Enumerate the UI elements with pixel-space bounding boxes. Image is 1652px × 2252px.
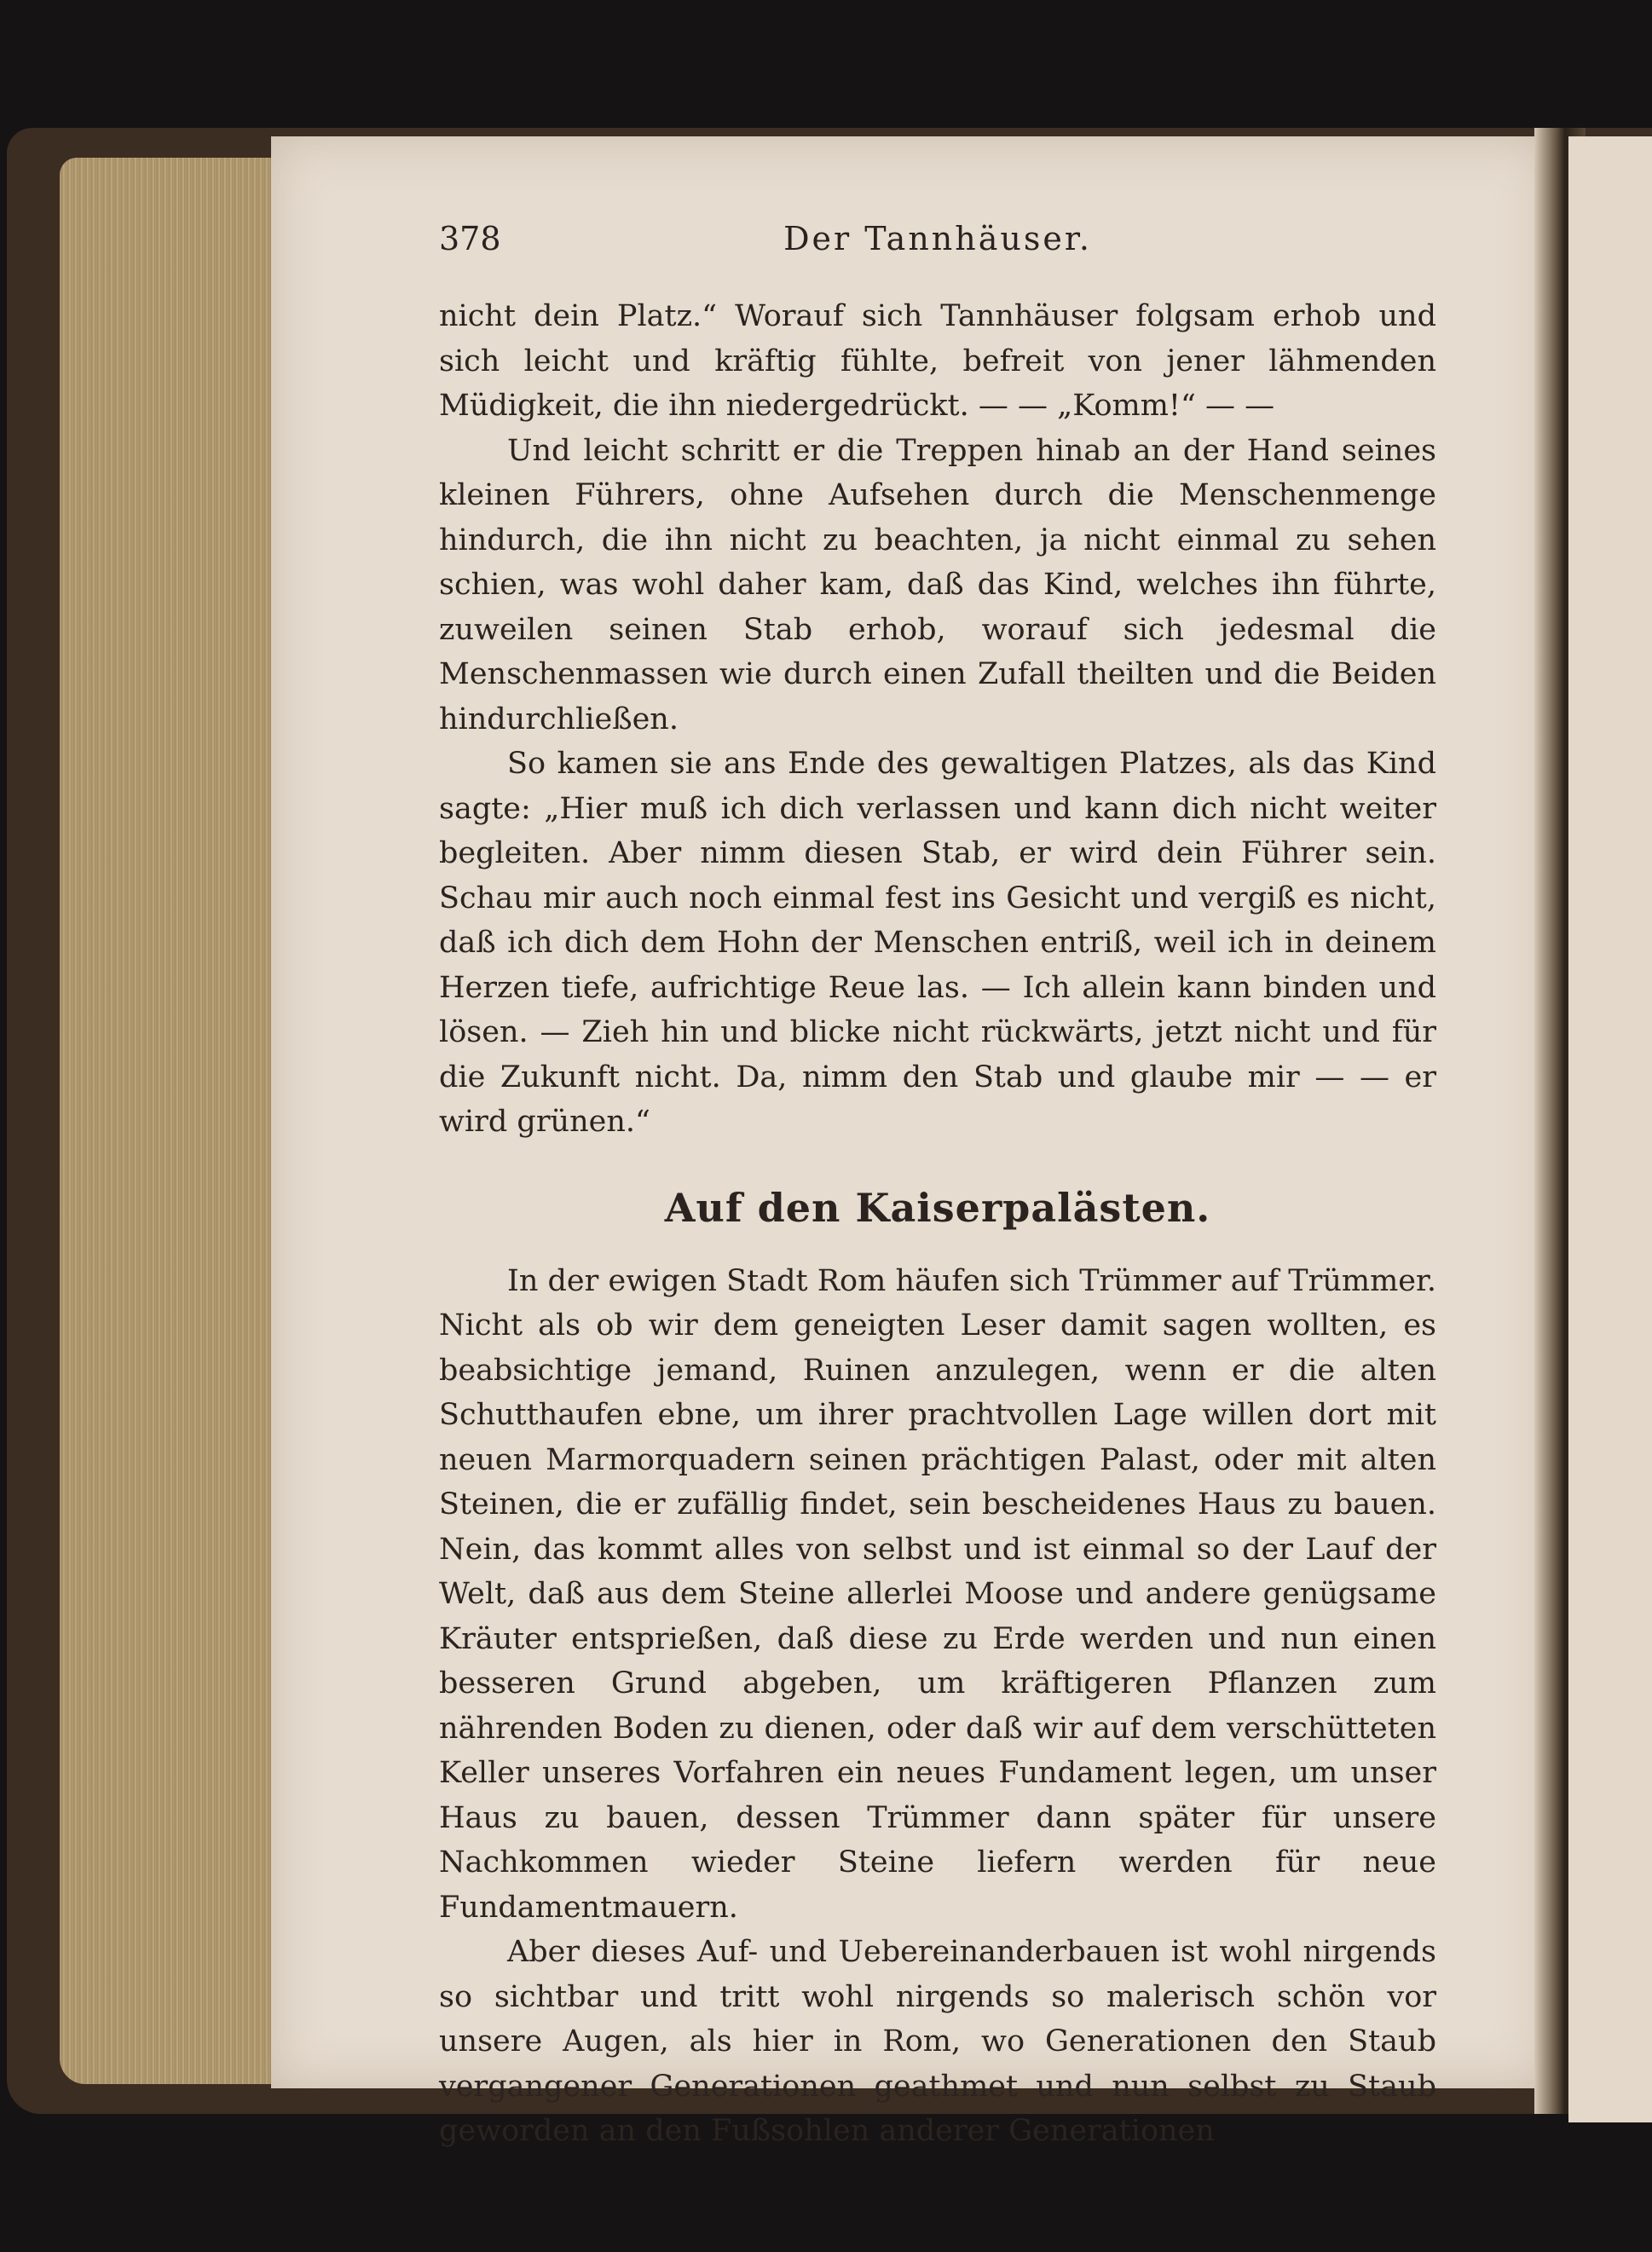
page-header [439, 220, 1436, 271]
page-text [439, 294, 1436, 2154]
paragraph: nicht dein Platz.“ Worauf sich Tannhäuser folgsam erhob und sich leicht und kräftig fühlte, befreit von jener lähmenden Müdigkeit, die ihn niedergedrückt. — — „Komm!“ — — [439, 299, 1436, 423]
paragraph: Und leicht schritt er die Treppen hinab an der Hand seines kleinen Führers, ohne Aufsehen durch die Menschenmenge hindurch, die ihn nicht zu beachten, ja nicht einmal zu sehen schien, was wohl daher kam, daß das Kind, welches ihn führte, zuweilen seinen Stab erhob, worauf sich jedesmal die Menschenmassen wie durch einen Zufall theilten und die Beiden hindurchließen. [439, 433, 1436, 736]
running-head: Der Tannhäuser. [783, 220, 1092, 257]
right-page [1568, 136, 1652, 2122]
paragraph: So kamen sie ans Ende des gewaltigen Platzes, als das Kind sagte: „Hier muß ich dich verlassen und kann dich nicht weiter begleiten. Aber nimm diesen Stab, er wird dein Führer sein. Schau mir auch noch einmal fest ins Gesicht und vergiß es nicht, daß ich dich dem Hohn der Menschen entriß, weil ich in deinem Herzen tiefe, aufrichtige Reue las. — Ich allein kann binden und lösen. — Zieh hin und blicke nicht rückwärts, jetzt nicht und für die Zukunft nicht. Da, nimm den Stab und glaube mir — — er wird grünen.“ [439, 747, 1436, 1139]
paragraph: In der ewigen Stadt Rom häufen sich Trümmer auf Trümmer. Nicht als ob wir dem geneigten Leser damit sagen wollten, es beabsichtige jemand, Ruinen anzulegen, wenn er die alten Schutthaufen ebne, um ihrer prachtvollen Lage willen dort mit neuen Marmorquadern seinen prächtigen Palast, oder mit alten Steinen, die er zufällig findet, sein bescheidenes Haus zu bauen. Nein, das kommt alles von selbst und ist einmal so der Lauf der Welt, daß aus dem Steine allerlei Moose und andere genügsame Kräuter entsprießen, daß diese zu Erde werden und nun einen besseren Grund abgeben, um kräftigeren Pflanzen zum nährenden Boden zu dienen, oder daß wir auf dem verschütteten Keller unseres Vorfahren ein neues Fundament legen, um unser Haus zu bauen, dessen Trümmer dann später für unsere Nachkommen wieder Steine liefern werden für neue Fundamentmauern. [439, 1263, 1436, 1925]
paragraph: Aber dieses Auf- und Uebereinanderbauen ist wohl nirgends so sichtbar und tritt wohl nirgends so malerisch schön vor unsere Augen, als hier in Rom, wo Generationen den Staub vergangener Generationen geathmet und nun selbst zu Staub geworden an den Fußsohlen anderer Generationen [439, 1935, 1436, 2148]
page-number: 378 [439, 220, 501, 257]
section-title: Auf den Kaiserpalästen. [664, 1184, 1211, 1231]
page-edges [60, 158, 273, 2084]
